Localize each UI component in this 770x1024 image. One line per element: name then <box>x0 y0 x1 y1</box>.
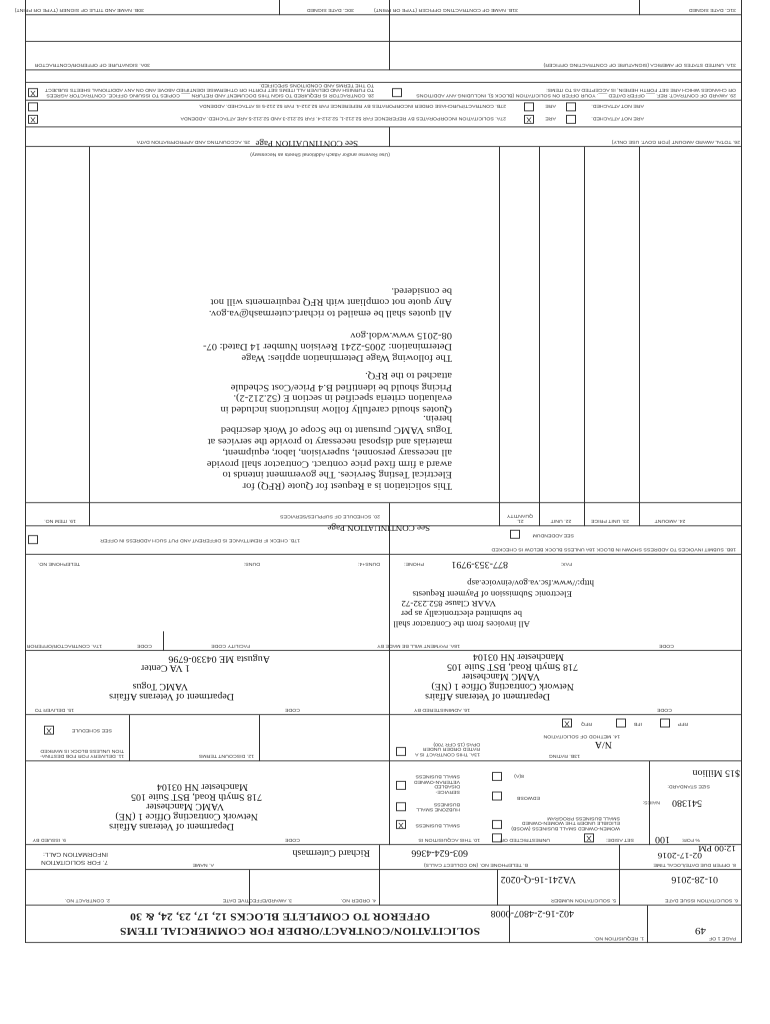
contractor-code-rule <box>163 631 164 651</box>
rated-order-checkbox[interactable] <box>396 747 406 756</box>
row-rule <box>26 650 742 651</box>
schedule-paragraph: This solicitation is a Request for Quote (RFQ) for Electrical Testing Services. The government intends to award a firm fixed price contract. Contractor shall provide all necessary personnel, supervision, labor, equipment, materials and disposal necessary to provide the services at Togus VAMC pursuant to the Scope of Work described herein. <box>206 413 452 491</box>
co-date-label: 31C. DATE SIGNED <box>688 7 736 13</box>
solicitation-number-value: VA241-16-Q-0202 <box>500 874 576 885</box>
wosb-checkbox[interactable] <box>492 820 502 829</box>
hubzone-label: HUBZONE SMALL BUSINESS <box>416 801 460 813</box>
form-sf1449 <box>0 7 770 968</box>
offer-due-time: 12:00 PM <box>698 843 736 853</box>
frame-right-rule <box>25 0 26 943</box>
facility-code-label: FACILITY CODE <box>211 642 250 649</box>
27b-are-not-checkbox[interactable] <box>566 102 576 111</box>
method-label: 14. METHOD OF SOLICITATION <box>543 733 620 740</box>
row-rule <box>26 869 742 870</box>
contact-name-label: A. NAME <box>192 861 214 868</box>
8a-checkbox[interactable] <box>492 772 502 781</box>
sdvosb-checkbox[interactable] <box>396 781 406 790</box>
administered-by-line: VAMC Manchester <box>462 671 540 682</box>
27b-are-label: ARE <box>545 103 556 109</box>
27a-are-checkbox[interactable]: X <box>524 115 534 124</box>
total-award-label: 26. TOTAL AWARD AMOUNT (FOR GOVT. USE ONLY) <box>611 138 740 145</box>
deliver-to-line: VAMC Togus <box>132 681 188 691</box>
8a-label: 8(A) <box>514 772 524 779</box>
deliver-to-line: 1 VA Center <box>140 662 190 673</box>
edwosb-checkbox[interactable] <box>492 792 502 801</box>
payment-label: 18A. PAYMENT WILL BE MADE BY <box>377 642 460 649</box>
rfp-label: RFP <box>677 721 688 727</box>
offeror-signature-label: 30A. SIGNATURE OF OFFEROR/CONTRACTOR <box>34 62 150 68</box>
contractor-label: 17A. CONTRACTOR/OFFEROR <box>26 642 102 649</box>
frame-top-rule <box>26 942 742 943</box>
administered-by-line: Manchester NH 03104 <box>472 651 564 662</box>
issued-by-line: Network Contracting Office 1 (NE) <box>115 811 258 821</box>
administered-by-label: 16. ADMINISTERED BY <box>414 706 470 713</box>
col-rule <box>89 147 90 526</box>
deliver-to-code-label: CODE <box>285 706 300 713</box>
27a-are-not-label: ARE NOT ATTACHED. <box>591 115 644 122</box>
schedule-paragraph: The following Wage Determination applies: Wage Determination: 2005-2241 Revision Number 14 Dated: 07-08-2015 www.wdol.gov <box>202 330 452 363</box>
rating-label: 13B. RATING <box>548 753 580 759</box>
deliver-to-label: 15. DELIVER TO <box>34 706 74 713</box>
contact-phone-value: 603-624-4366 <box>411 847 468 858</box>
payment-code-label: CODE <box>659 642 674 649</box>
col-rule <box>389 503 390 715</box>
amount-header: 24. AMOUNT <box>654 518 686 524</box>
requisition-value: 402-16-2-4807-0008 <box>490 908 574 919</box>
form-title: SOLICITATION/CONTRACT/ORDER FOR COMMERCIAL ITEMS <box>119 925 480 936</box>
col-rule <box>279 0 280 15</box>
award-date-label: 3. AWARD/EFFECTIVE DATE <box>222 897 292 903</box>
27a-are-label: ARE <box>545 115 556 122</box>
clause-27a: 27A. SOLICITATION INCORPORATES BY REFERENCE FAR 52.212-1, 52.212-4. FAR 52.212-3 AND 52.212-5 ARE ATTACHED. ADDENDA <box>180 115 506 122</box>
payment-fax-label: FAX: <box>560 560 572 567</box>
wosb-label: WOMEN-OWNED SMALL BUSINESS (WOSB) ELIGIBLE UNDER THE WOMEN-OWNED SMALL BUSINESS PROGRAM <box>511 815 620 831</box>
see-schedule-label: SEE SCHEDULE <box>71 727 112 733</box>
duns4-label: DUNS+4: <box>357 560 380 567</box>
payment-phone-label: PHONE: <box>404 560 424 567</box>
offer-due-label: 8. OFFER DUE DATE/LOCAL TIME <box>653 861 736 868</box>
row-rule <box>26 905 742 906</box>
ifb-checkbox[interactable] <box>616 719 626 728</box>
percent-for-label: % FOR: <box>681 836 700 843</box>
see-continuation-bottom[interactable]: See CONTINUATION Page <box>255 138 358 148</box>
size-standard-value: $15 Million <box>692 767 740 778</box>
row-rule <box>26 126 742 127</box>
rating-value: N/A <box>594 739 612 749</box>
setaside-percent: 100 <box>655 834 670 845</box>
supplies-header: 20. SCHEDULE OF SUPPLIES/SERVICES <box>280 513 380 520</box>
unit-price-header: 23. UNIT PRICE <box>591 518 629 524</box>
offeror-date-label: 30C. DATE SIGNED <box>306 7 354 13</box>
row-rule <box>26 760 742 761</box>
info-call-label-2: INFORMATION CALL: <box>43 851 108 858</box>
acquisition-label: 10. THIS ACQUISITION IS <box>418 836 480 843</box>
row-rule <box>26 502 742 503</box>
row-rule <box>26 69 742 70</box>
clause-27b: 27B. CONTRACT/PURCHASE ORDER INCORPORATES BY REFERENCE FAR 52.212-4. FAR 52.212-5 IS ATTACHED. ADDENDA <box>199 103 506 109</box>
hubzone-checkbox[interactable] <box>396 802 406 811</box>
rfq-checkbox[interactable]: X <box>562 719 572 728</box>
payment-phone-value: 877-353-9791 <box>451 559 508 569</box>
administered-by-line: Network Contracting Office 1 (NE) <box>431 681 574 691</box>
see-continuation-top[interactable]: See CONTINUATION Page <box>327 523 430 533</box>
co-name-label: 31B. NAME OF CONTRACTING OFFICER (TYPE OR PRINT) <box>373 7 518 13</box>
row-rule <box>26 844 742 845</box>
info-call-label-1: 7. FOR SOLICITATION <box>41 859 108 866</box>
rfp-checkbox[interactable] <box>660 719 670 728</box>
submit-invoices-label: 18B. SUBMIT INVOICES TO ADDRESS SHOWN IN BLOCK 18A UNLESS BLOCK BELOW IS CHECKED <box>491 546 736 553</box>
row-rule <box>26 14 742 15</box>
accounting-label: 25. ACCOUNTING AND APPROPRIATION DATA <box>136 138 250 145</box>
col-rule <box>639 0 640 15</box>
reverse-note: (Use Reverse and/or Attach Additional Sheets as Necessary) <box>250 151 390 157</box>
requisition-label: 1. REQUISITION NO. <box>593 935 644 942</box>
unrestricted-label: UNRESTRICTED OR <box>500 836 550 843</box>
col-rule <box>497 870 498 906</box>
col-rule <box>129 715 130 761</box>
remittance-checkbox[interactable] <box>28 535 38 544</box>
deliver-to-line: Augusta ME 04330-6796 <box>168 653 270 664</box>
sdvosb-label: SERVICE-DISABLED VETERAN-OWNED SMALL BUSINESS <box>413 773 460 795</box>
setaside-label: SET ASIDE: <box>605 836 634 843</box>
solicitation-number-label: 5. SOLICITATION NUMBER <box>551 897 616 903</box>
size-standard-label: SIZE STANDARD: <box>667 783 710 789</box>
col-rule <box>619 845 620 906</box>
page-total: 49 <box>695 925 706 936</box>
order-no-label: 4. ORDER NO. <box>340 897 376 903</box>
issue-date-value: 01-28-2016 <box>671 874 718 885</box>
naics-label: NAICS: <box>642 799 660 805</box>
administered-by-line: 718 Smyth Road, BST Suite 105 <box>447 661 578 672</box>
item-no-header: 19. ITEM NO. <box>44 518 76 524</box>
duns-label: DUNS: <box>243 560 260 567</box>
contractor-code-label: CODE <box>137 642 152 649</box>
quantity-header: 21. QUANTITY <box>506 513 534 524</box>
27b-checkbox[interactable] <box>28 102 38 111</box>
27b-are-not-label: ARE NOT ATTACHED. <box>591 103 644 109</box>
schedule-paragraph: Quotes should carefully follow instructions included in evaluation criteria specified in section E (52.212-2). Pricing should be identified B.4 Price/Cost Schedule attached to the RFQ. <box>220 370 452 415</box>
row-rule <box>26 100 742 101</box>
offer-due-date: 02-17-2016 <box>657 850 702 860</box>
small-business-checkbox[interactable]: X <box>396 820 406 829</box>
frame-left-rule <box>741 0 742 943</box>
payment-line: VAAR Clause 852.232-72 <box>401 599 496 609</box>
29-checkbox[interactable] <box>392 88 402 97</box>
administered-by-line: Department of Veterans Affairs <box>425 690 550 701</box>
col-rule <box>647 906 648 943</box>
issued-by-line: 718 Smyth Road, BST Suite 105 <box>131 791 262 802</box>
see-addendum-checkbox[interactable] <box>510 530 520 539</box>
signer-name-label: 30B. NAME AND TITLE OF SIGNER (TYPE OR PRINT) <box>14 7 144 13</box>
row-rule <box>26 41 742 42</box>
27a-are-not-checkbox[interactable] <box>566 115 576 124</box>
row-rule <box>26 714 742 715</box>
see-schedule-checkbox[interactable]: X <box>44 726 54 735</box>
ifb-label: IFB <box>633 721 642 727</box>
discount-terms-label: 12. DISCOUNT TERMS <box>198 753 254 759</box>
col-rule <box>389 715 390 845</box>
issue-date-label: 6. SOLICITATION ISSUE DATE <box>665 897 738 903</box>
schedule-paragraph: All quotes shall be emailed to richard.cutermash@va.gov. Any quote not compliant with RFQ requirements will not be considered. <box>208 285 452 318</box>
col-rule <box>639 147 640 526</box>
naics-value: 541380 <box>672 797 702 808</box>
rated-order-label: 13A. THIS CONTRACT IS A RATED ORDER UNDER DPAS (15 CFR 700) <box>415 741 480 757</box>
see-addendum-label: SEE ADDENDUM <box>532 532 574 538</box>
issued-by-label: 9. ISSUED BY <box>32 836 66 843</box>
edwosb-label: EDWOSB <box>516 795 540 801</box>
contact-phone-label: B. TELEPHONE NO. (NO COLLECT CALLS) <box>423 861 528 868</box>
contact-name-value: Richard Cutermash <box>292 847 370 858</box>
payment-line: Electronic Submission of Payment Requests <box>412 589 572 599</box>
issued-by-line: Department of Veterans Affairs <box>109 820 234 831</box>
issued-by-line: Manchester NH 03104 <box>156 781 248 792</box>
payment-line: be submitted electronically as per <box>401 609 522 618</box>
col-rule <box>389 127 390 147</box>
contract-no-label: 2. CONTRACT NO. <box>64 897 110 903</box>
setaside-checkbox[interactable]: X <box>584 833 594 842</box>
col-rule <box>499 147 500 526</box>
deliver-to-line: Department of Veterans Affairs <box>109 690 234 701</box>
issued-by-line: VAMC Manchester <box>146 801 224 812</box>
issued-by-code-label: CODE <box>285 836 300 843</box>
small-business-label: SMALL BUSINESS <box>415 822 460 829</box>
rfq-label: RFQ <box>581 721 592 727</box>
unit-header: 22. UNIT <box>550 518 572 524</box>
remittance-label: 17B. CHECK IF REMITTANCE IS DIFFERENT AND PUT SUCH ADDRESS IN OFFER <box>100 537 300 544</box>
administered-by-code-label: CODE <box>657 706 672 713</box>
contractor-telephone-label: TELEPHONE NO. <box>37 560 80 567</box>
col-rule <box>259 715 260 761</box>
28-checkbox[interactable]: X <box>28 88 38 97</box>
co-signature-label: 31A. UNITED STATES OF AMERICA (SIGNATURE OF CONTRACTING OFFICER) <box>543 62 736 68</box>
27b-are-checkbox[interactable] <box>524 102 534 111</box>
row-rule <box>26 146 742 147</box>
form-subtitle: OFFEROR TO COMPLETE BLOCKS 12, 17, 23, 24, & 30 <box>129 910 430 922</box>
clause-29: 29. AWARD OF CONTRACT: REF. ___ OFFER DATED ___. YOUR OFFER ON SOLICITATION (BLOCK 5), INCLUDING ANY ADDITIONS OR CHANGES WHICH ARE SET FORTH HEREIN, IS ACCEPTED AS TO ITEMS: <box>416 87 736 98</box>
27a-checkbox[interactable]: X <box>28 115 38 124</box>
clause-28: 28. CONTRACTOR IS REQUIRED TO SIGN THIS DOCUMENT AND RETURN ___ COPIES TO ISSUING OFFICE. CONTRACTOR AGREES TO FURNISH AND DELIVER ALL ITEMS SET FORTH OR OTHERWISE IDENTIFIED ABOVE AND ON ANY ADDITIONAL SHEETS SUBJECT TO THE TERMS AND CONDITIONS SPECIFIED. <box>44 82 374 98</box>
payment-line: All invoices from the Contractor shall <box>393 619 530 629</box>
col-rule <box>379 845 380 906</box>
col-rule <box>584 147 585 526</box>
row-rule <box>26 554 742 555</box>
delivery-fob-label: 11. DELIVERY FOR FOB DESTINA-TION UNLESS BLOCK IS MARKED <box>40 748 124 759</box>
payment-line: http://www.fsc.va.gov/einvoice.asp <box>467 578 594 588</box>
page-label: PAGE 1 OF <box>708 935 736 942</box>
col-rule <box>539 147 540 526</box>
